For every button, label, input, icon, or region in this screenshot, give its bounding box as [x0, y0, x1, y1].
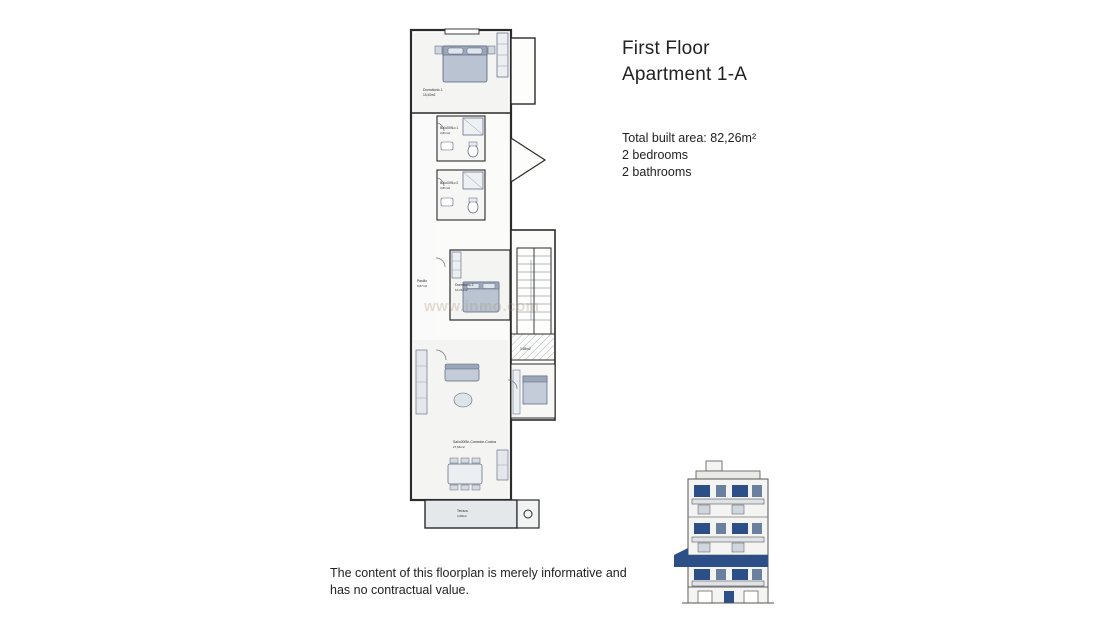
- svg-text:Ba\u00f1o 1: Ba\u00f1o 1: [440, 126, 459, 130]
- svg-text:15,40m2: 15,40m2: [423, 93, 436, 97]
- title-line-1: First Floor: [622, 38, 710, 59]
- svg-text:Dormitorio 2: Dormitorio 2: [455, 283, 474, 287]
- svg-text:Ba\u00f1o 2: Ba\u00f1o 2: [440, 181, 459, 185]
- svg-text:Pasillo: Pasillo: [417, 279, 427, 283]
- room-bano-2: [437, 170, 485, 220]
- plan-title: [622, 36, 952, 88]
- disclaimer-line-1: The content of this floorplan is merely informative and: [330, 566, 627, 580]
- svg-text:3,81m2: 3,81m2: [440, 186, 451, 190]
- svg-text:3,81m2: 3,81m2: [440, 131, 451, 135]
- title-line-2: Apartment 1-A: [622, 64, 748, 85]
- property-info: [622, 130, 942, 181]
- room-dormitorio-1: [414, 29, 508, 113]
- svg-text:9,87m2: 9,87m2: [417, 284, 428, 288]
- svg-text:3,08m2: 3,08m2: [457, 514, 467, 518]
- room-landing: [511, 334, 555, 360]
- svg-text:Dormitorio 1: Dormitorio 1: [423, 88, 443, 92]
- watermark: www.inmo.com: [424, 298, 540, 315]
- building-thumbnail: [668, 455, 788, 610]
- room-terraza-label: [457, 509, 468, 518]
- terrace-area: [425, 500, 539, 528]
- disclaimer-text: [330, 565, 660, 599]
- staircase: [517, 248, 551, 334]
- svg-text:27,91m2: 27,91m2: [453, 445, 465, 449]
- room-right-utility: [511, 364, 555, 418]
- room-bano-1: [437, 116, 485, 161]
- entry-canopy: [511, 138, 545, 182]
- building-floor-ground: [682, 587, 774, 603]
- room-pasillo: [414, 116, 436, 336]
- room-salon-comedor-cocina: [414, 340, 508, 498]
- svg-text:Sal\u00f3n-Comedor-Cocina: Sal\u00f3n-Comedor-Cocina: [453, 440, 496, 444]
- built-area-text: Total built area: 82,26m²: [622, 131, 757, 145]
- room-dormitorio-2: [450, 250, 510, 320]
- bedrooms-text: 2 bedrooms: [622, 148, 689, 162]
- bathrooms-text: 2 bathrooms: [622, 165, 692, 179]
- svg-text:Terraza: Terraza: [457, 509, 468, 513]
- floorplan-drawing: [405, 20, 580, 540]
- svg-text:3,68m2: 3,68m2: [520, 347, 531, 351]
- svg-text:10,26 m2: 10,26 m2: [455, 288, 468, 292]
- disclaimer-line-2: has no contractual value.: [330, 583, 469, 597]
